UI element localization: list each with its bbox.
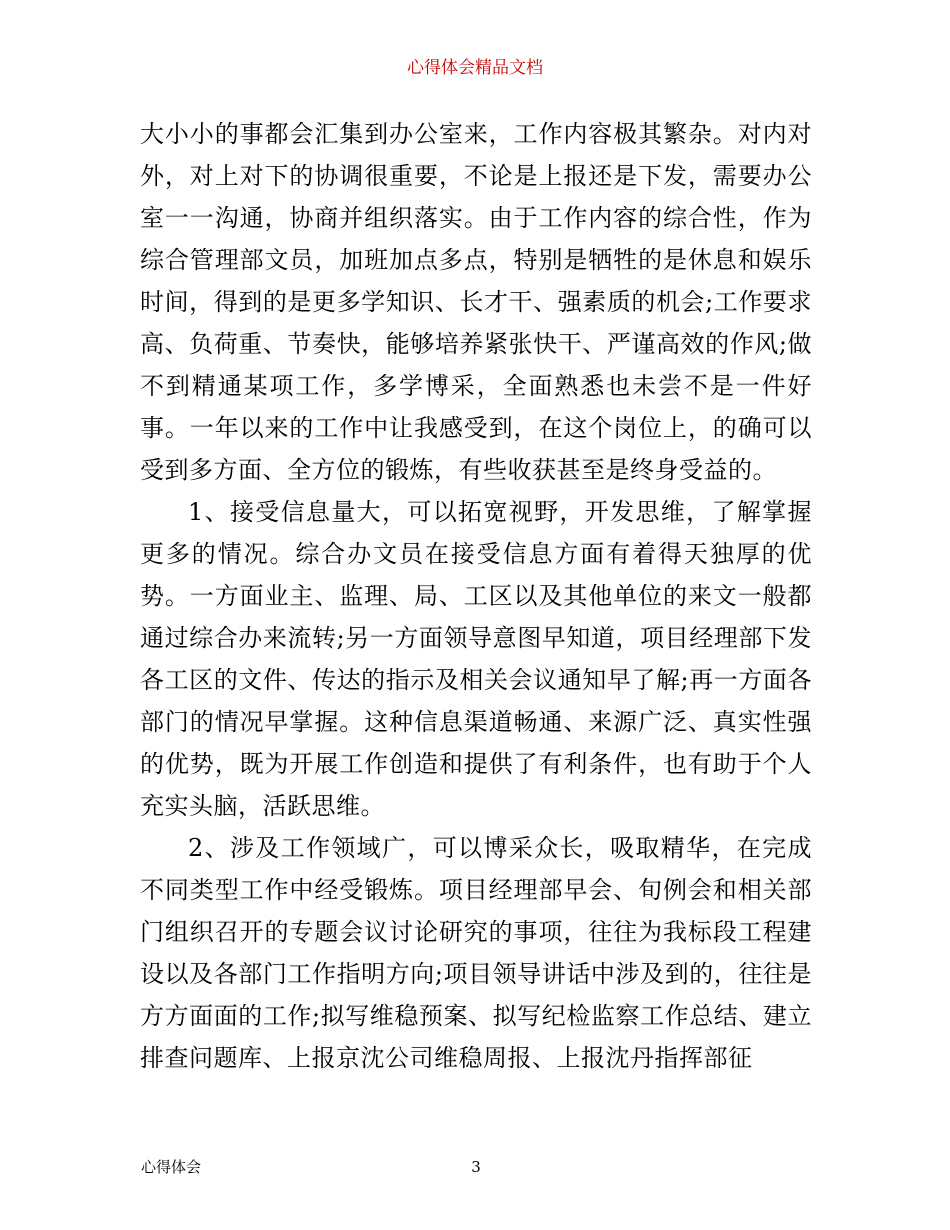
- document-body: [140, 113, 812, 1079]
- page-header-title: 心得体会精品文档: [407, 58, 543, 78]
- page-number: 3: [471, 1158, 481, 1176]
- footer-label: 心得体会: [141, 1158, 202, 1176]
- paragraph-point-1: 1、接受信息量大，可以拓宽视野，开发思维，了解掌握更多的情况。综合办文员在接受信息方面有着得天独厚的优势。一方面业主、监理、局、工区以及其他单位的来文一般都通过综合办来流转;另一方面领导意图早知道，项目经理部下发各工区的文件、传达的指示及相关会议通知早了解;再一方面各部门的情况早掌握。这种信息渠道畅通、来源广泛、真实性强的优势，既为开展工作创造和提供了有利条件，也有助于个人充实头脑，活跃思维。: [140, 498, 812, 820]
- paragraph-point-2: 2、涉及工作领域广，可以博采众长，吸取精华，在完成不同类型工作中经受锻炼。项目经理部早会、旬例会和相关部门组织召开的专题会议讨论研究的事项，往往为我标段工程建设以及各部门工作指明方向;项目领导讲话中涉及到的，往往是方方面面的工作;拟写维稳预案、拟写纪检监察工作总结、建立排查问题库、上报京沈公司维稳周报、上报沈丹指挥部征: [140, 834, 812, 1072]
- paragraph-continuation: 大小小的事都会汇集到办公室来，工作内容极其繁杂。对内对外，对上对下的协调很重要，不论是上报还是下发，需要办公室一一沟通，协商并组织落实。由于工作内容的综合性，作为综合管理部文员，加班加点多点，特别是牺牲的是休息和娱乐时间，得到的是更多学知识、长才干、强素质的机会;工作要求高、负荷重、节奏快，能够培养紧张快干、严谨高效的作风;做不到精通某项工作，多学博采，全面熟悉也未尝不是一件好事。一年以来的工作中让我感受到，在这个岗位上，的确可以受到多方面、全方位的锻炼，有些收获甚至是终身受益的。: [140, 120, 812, 484]
